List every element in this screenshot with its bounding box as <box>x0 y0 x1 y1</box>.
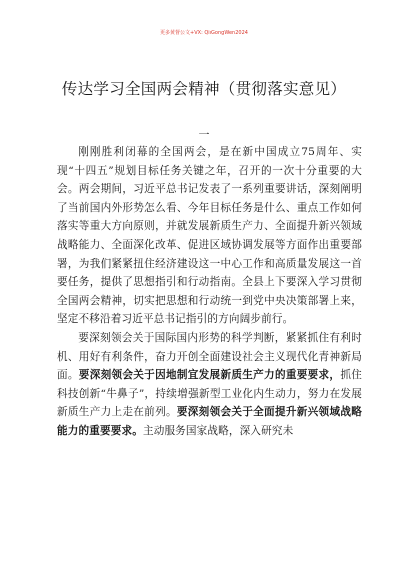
paragraph-text: 主动服务国家战略，深入研究未 <box>142 424 294 437</box>
document-title: 传达学习全国两会精神（贯彻落实意见） <box>61 80 347 98</box>
bold-emphasis: 要深刻领会关于全面提升新兴领域战略能力的重要要求。 <box>57 406 362 437</box>
paragraph-1 <box>57 143 362 329</box>
paragraph-text: 抓住科技创新“牛鼻子”，持续增强新型工业化内生动力，努力在发展新质生产力上走在前列。 <box>57 369 362 419</box>
header-watermark: 更多黄督公文+VX: QiıGongWen2024 <box>160 30 248 36</box>
document-body <box>57 143 362 441</box>
bold-emphasis: 要深刻领会关于因地制宜发展新质生产力的重要要求， <box>78 369 341 382</box>
paragraph-text: 刚刚胜利闭幕的全国两会，是在新中国成立75周年、实现“十四五”规划目标任务关键之年，召开的一次十分重要的大会。两会期间，习近平总书记发表了一系列重要讲话，深刻阐明了当前国内外形势怎么看、今年目标任务是什么、重点工作如何落实等重大方向原则，并就发展新质生产力、全面提升新兴领域战略能力、全面深化改革、促进区域协调发展等方面作出重要部署，为我们紧紧扭住经济建设这一中心工作和高质量发展这一首要任务，提供了思想指引和行动指南。全县上下要深入学习贯彻全国两会精神，切实把思想和行动统一到党中央决策部署上来，坚定不移沿着习近平总书记指引的方向阔步前行。 <box>57 146 362 326</box>
paragraph-2 <box>57 329 362 441</box>
section-number: 一 <box>198 128 210 141</box>
paragraph-text: 要深刻领会关于国际国内形势的科学判断，紧紧抓住有利时机、用好有利条件，奋力开创全面建设社会主义现代化青神新局面。 <box>57 331 362 382</box>
